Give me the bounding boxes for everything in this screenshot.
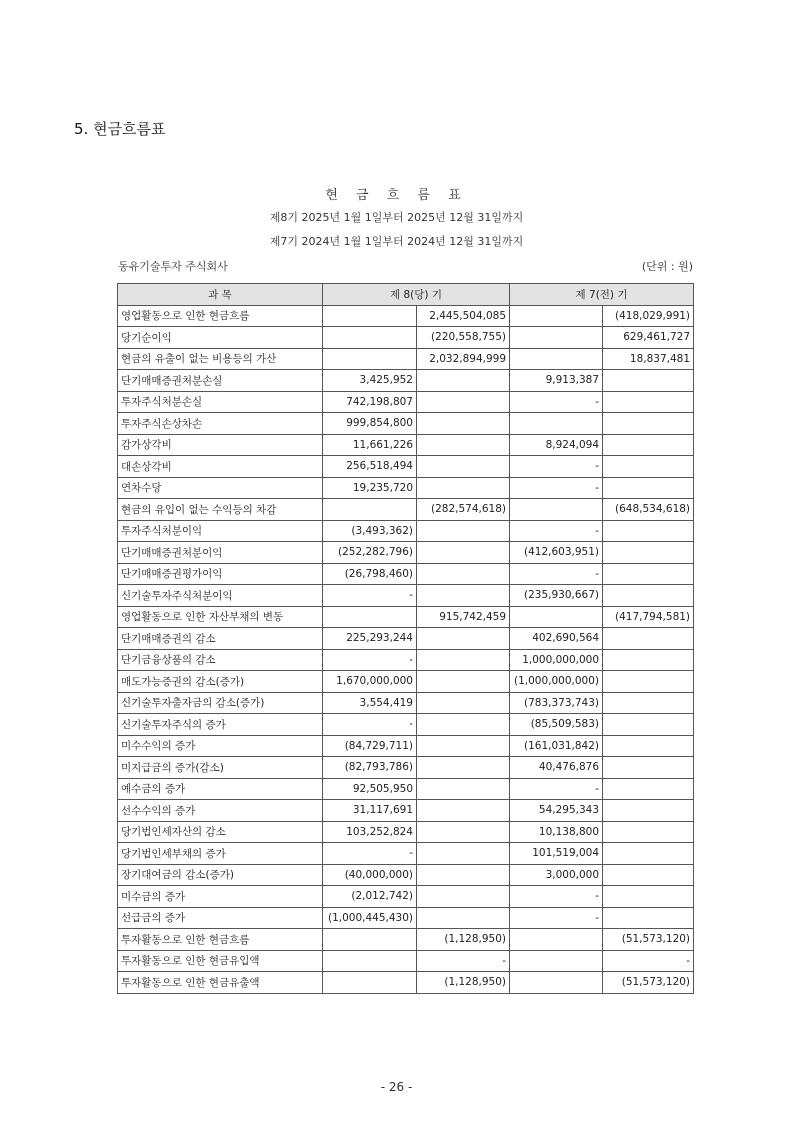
row-label: 단기매매증권처분이익 <box>118 542 323 564</box>
row-label: 투자활동으로 인한 현금흐름 <box>118 929 323 951</box>
prior-detail-cell: - <box>510 477 603 499</box>
current-detail-cell <box>323 499 417 521</box>
row-label: 선수수익의 증가 <box>118 800 323 822</box>
current-total-cell <box>417 864 510 886</box>
current-total-cell <box>417 628 510 650</box>
row-label: 투자주식손상차손 <box>118 413 323 435</box>
prior-detail-cell: - <box>510 563 603 585</box>
current-total-cell <box>417 649 510 671</box>
row-label: 영업활동으로 인한 자산부채의 변동 <box>118 606 323 628</box>
table-row <box>118 778 694 800</box>
current-total-cell <box>417 671 510 693</box>
current-total-cell <box>417 800 510 822</box>
row-label: 투자주식처분이익 <box>118 520 323 542</box>
current-detail-cell: (3,493,362) <box>323 520 417 542</box>
current-detail-cell: (1,000,445,430) <box>323 907 417 929</box>
row-label: 신기술투자주식처분이익 <box>118 585 323 607</box>
row-label: 투자활동으로 인한 현금유출액 <box>118 972 323 994</box>
table-row <box>118 628 694 650</box>
current-detail-cell: 256,518,494 <box>323 456 417 478</box>
prior-detail-cell: - <box>510 456 603 478</box>
prior-detail-cell: (161,031,842) <box>510 735 603 757</box>
prior-detail-cell <box>510 606 603 628</box>
prior-total-cell <box>603 477 694 499</box>
current-total-cell: (220,558,755) <box>417 327 510 349</box>
prior-total-cell <box>603 649 694 671</box>
row-label: 미수금의 증가 <box>118 886 323 908</box>
prior-detail-cell <box>510 413 603 435</box>
cash-flow-table <box>117 283 694 994</box>
prior-detail-cell: 1,000,000,000 <box>510 649 603 671</box>
table-row <box>118 692 694 714</box>
row-label: 신기술투자주식의 증가 <box>118 714 323 736</box>
current-total-cell <box>417 714 510 736</box>
row-label: 현금의 유입이 없는 수익등의 차감 <box>118 499 323 521</box>
table-row <box>118 864 694 886</box>
prior-detail-cell <box>510 972 603 994</box>
prior-detail-cell: 10,138,800 <box>510 821 603 843</box>
prior-total-cell <box>603 886 694 908</box>
prior-total-cell <box>603 628 694 650</box>
statement-title: 현 금 흐 름 표 <box>325 188 468 203</box>
prior-total-cell: 629,461,727 <box>603 327 694 349</box>
row-label: 신기술투자출자금의 감소(증가) <box>118 692 323 714</box>
current-detail-cell: 225,293,244 <box>323 628 417 650</box>
current-total-cell: (1,128,950) <box>417 972 510 994</box>
prior-total-cell <box>603 757 694 779</box>
current-total-cell <box>417 886 510 908</box>
table-row <box>118 972 694 994</box>
row-label: 미수수익의 증가 <box>118 735 323 757</box>
prior-total-cell <box>603 585 694 607</box>
row-label: 매도가능증권의 감소(증가) <box>118 671 323 693</box>
row-label: 단기매매증권처분손실 <box>118 370 323 392</box>
prior-total-cell <box>603 735 694 757</box>
row-label: 영업활동으로 인한 현금흐름 <box>118 305 323 327</box>
table-row <box>118 950 694 972</box>
current-detail-cell: 3,425,952 <box>323 370 417 392</box>
prior-total-cell: (418,029,991) <box>603 305 694 327</box>
table-row <box>118 671 694 693</box>
current-total-cell <box>417 692 510 714</box>
current-detail-cell: 1,670,000,000 <box>323 671 417 693</box>
table-row <box>118 520 694 542</box>
prior-detail-cell: 54,295,343 <box>510 800 603 822</box>
row-label: 투자주식처분손실 <box>118 391 323 413</box>
row-label: 단기매매증권평가이익 <box>118 563 323 585</box>
current-total-cell <box>417 757 510 779</box>
table-row <box>118 757 694 779</box>
current-total-cell <box>417 520 510 542</box>
table-row <box>118 606 694 628</box>
prior-detail-cell: (783,373,743) <box>510 692 603 714</box>
row-label: 당기법인세자산의 감소 <box>118 821 323 843</box>
current-detail-cell: (82,793,786) <box>323 757 417 779</box>
current-detail-cell: (252,282,796) <box>323 542 417 564</box>
prior-total-cell <box>603 843 694 865</box>
current-total-cell: (282,574,618) <box>417 499 510 521</box>
current-detail-cell: (26,798,460) <box>323 563 417 585</box>
table-row <box>118 477 694 499</box>
current-detail-cell: 31,117,691 <box>323 800 417 822</box>
prior-detail-cell: (412,603,951) <box>510 542 603 564</box>
table-row <box>118 305 694 327</box>
prior-total-cell <box>603 907 694 929</box>
current-detail-cell: - <box>323 714 417 736</box>
prior-detail-cell <box>510 499 603 521</box>
section-heading: 5. 현금흐름표 <box>74 120 166 138</box>
prior-detail-cell <box>510 327 603 349</box>
prior-detail-cell <box>510 929 603 951</box>
prior-detail-cell: (85,509,583) <box>510 714 603 736</box>
table-row <box>118 348 694 370</box>
table-row <box>118 542 694 564</box>
prior-detail-cell: (1,000,000,000) <box>510 671 603 693</box>
table-row <box>118 649 694 671</box>
prior-total-cell <box>603 434 694 456</box>
row-label: 미지급금의 증가(감소) <box>118 757 323 779</box>
prior-detail-cell: - <box>510 520 603 542</box>
row-label: 현금의 유출이 없는 비용등의 가산 <box>118 348 323 370</box>
prior-total-cell <box>603 391 694 413</box>
prior-total-cell <box>603 520 694 542</box>
table-row <box>118 391 694 413</box>
current-total-cell <box>417 735 510 757</box>
prior-detail-cell <box>510 950 603 972</box>
row-label: 선급금의 증가 <box>118 907 323 929</box>
current-total-cell: 2,032,894,999 <box>417 348 510 370</box>
prior-total-cell: (51,573,120) <box>603 972 694 994</box>
prior-detail-cell: 40,476,876 <box>510 757 603 779</box>
current-total-cell <box>417 778 510 800</box>
current-detail-cell: 3,554,419 <box>323 692 417 714</box>
prior-total-cell <box>603 542 694 564</box>
current-detail-cell <box>323 606 417 628</box>
unit-label: (단위 : 원) <box>641 260 693 273</box>
current-detail-cell: - <box>323 649 417 671</box>
prior-total-cell <box>603 370 694 392</box>
prior-detail-cell: - <box>510 907 603 929</box>
table-row <box>118 929 694 951</box>
prior-total-cell: 18,837,481 <box>603 348 694 370</box>
prior-detail-cell: 402,690,564 <box>510 628 603 650</box>
table-row <box>118 563 694 585</box>
period-prior: 제7기 2024년 1월 1일부터 2024년 12월 31일까지 <box>269 235 524 248</box>
prior-total-cell: (648,534,618) <box>603 499 694 521</box>
table-row <box>118 907 694 929</box>
current-detail-cell: 92,505,950 <box>323 778 417 800</box>
row-label: 단기금융상품의 감소 <box>118 649 323 671</box>
current-total-cell <box>417 391 510 413</box>
current-total-cell <box>417 434 510 456</box>
prior-total-cell <box>603 413 694 435</box>
table-row <box>118 413 694 435</box>
prior-detail-cell <box>510 305 603 327</box>
prior-total-cell: (417,794,581) <box>603 606 694 628</box>
current-detail-cell: 19,235,720 <box>323 477 417 499</box>
current-detail-cell: 103,252,824 <box>323 821 417 843</box>
table-row <box>118 843 694 865</box>
current-detail-cell: - <box>323 585 417 607</box>
table-row <box>118 327 694 349</box>
header-item: 과 목 <box>118 284 323 306</box>
table-row <box>118 456 694 478</box>
prior-detail-cell: (235,930,667) <box>510 585 603 607</box>
table-row <box>118 434 694 456</box>
current-total-cell <box>417 370 510 392</box>
period-current: 제8기 2025년 1월 1일부터 2025년 12월 31일까지 <box>269 211 524 224</box>
page-number: - 26 - <box>380 1080 413 1094</box>
row-label: 예수금의 증가 <box>118 778 323 800</box>
row-label: 당기순이익 <box>118 327 323 349</box>
current-detail-cell: (84,729,711) <box>323 735 417 757</box>
table-row <box>118 714 694 736</box>
current-detail-cell <box>323 348 417 370</box>
table-row <box>118 735 694 757</box>
prior-detail-cell <box>510 348 603 370</box>
current-detail-cell: 11,661,226 <box>323 434 417 456</box>
prior-detail-cell: - <box>510 778 603 800</box>
row-label: 감가상각비 <box>118 434 323 456</box>
prior-total-cell <box>603 692 694 714</box>
prior-detail-cell: 9,913,387 <box>510 370 603 392</box>
current-detail-cell <box>323 305 417 327</box>
prior-detail-cell: 3,000,000 <box>510 864 603 886</box>
current-detail-cell: 742,198,807 <box>323 391 417 413</box>
table-header-row <box>118 284 694 306</box>
prior-total-cell <box>603 821 694 843</box>
current-detail-cell: 999,854,800 <box>323 413 417 435</box>
table-row <box>118 821 694 843</box>
table-row <box>118 499 694 521</box>
current-total-cell <box>417 821 510 843</box>
row-label: 장기대여금의 감소(증가) <box>118 864 323 886</box>
table-row <box>118 886 694 908</box>
current-total-cell <box>417 413 510 435</box>
current-total-cell <box>417 563 510 585</box>
current-detail-cell <box>323 972 417 994</box>
prior-detail-cell: 101,519,004 <box>510 843 603 865</box>
row-label: 당기법인세부채의 증가 <box>118 843 323 865</box>
row-label: 대손상각비 <box>118 456 323 478</box>
current-total-cell: 915,742,459 <box>417 606 510 628</box>
current-total-cell: - <box>417 950 510 972</box>
current-detail-cell: (2,012,742) <box>323 886 417 908</box>
current-total-cell <box>417 542 510 564</box>
current-detail-cell <box>323 327 417 349</box>
current-total-cell: 2,445,504,085 <box>417 305 510 327</box>
current-total-cell <box>417 843 510 865</box>
current-detail-cell <box>323 950 417 972</box>
current-detail-cell <box>323 929 417 951</box>
current-detail-cell: - <box>323 843 417 865</box>
row-label: 단기매매증권의 감소 <box>118 628 323 650</box>
prior-detail-cell: - <box>510 391 603 413</box>
table-row <box>118 370 694 392</box>
prior-total-cell <box>603 778 694 800</box>
prior-detail-cell: - <box>510 886 603 908</box>
prior-total-cell <box>603 563 694 585</box>
row-label: 투자활동으로 인한 현금유입액 <box>118 950 323 972</box>
prior-total-cell <box>603 456 694 478</box>
header-prior: 제 7(전) 기 <box>510 284 694 306</box>
current-total-cell <box>417 477 510 499</box>
prior-total-cell: (51,573,120) <box>603 929 694 951</box>
current-total-cell <box>417 907 510 929</box>
prior-total-cell: - <box>603 950 694 972</box>
table-row <box>118 585 694 607</box>
current-total-cell <box>417 585 510 607</box>
current-total-cell <box>417 456 510 478</box>
prior-total-cell <box>603 800 694 822</box>
current-total-cell: (1,128,950) <box>417 929 510 951</box>
header-current: 제 8(당) 기 <box>323 284 510 306</box>
prior-total-cell <box>603 671 694 693</box>
table-row <box>118 800 694 822</box>
company-name: 동유기술투자 주식회사 <box>118 260 228 273</box>
current-detail-cell: (40,000,000) <box>323 864 417 886</box>
prior-total-cell <box>603 714 694 736</box>
prior-detail-cell: 8,924,094 <box>510 434 603 456</box>
prior-total-cell <box>603 864 694 886</box>
row-label: 연차수당 <box>118 477 323 499</box>
